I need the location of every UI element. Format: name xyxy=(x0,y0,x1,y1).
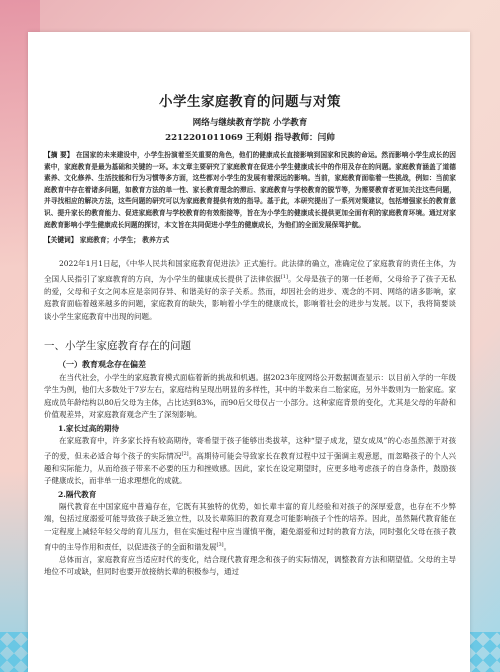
intro-text-rest: 。父母是孩子的第一任老师，父母给予了孩子无私的爱，父母和子女之间本应是亲同存异、和谐美好的亲子关系。然而，却因社会的进步、观念的不同、网络的诸多影响，家庭教育面临着越来越多的问题，家庭教育的缺失，影响着小学生的健康成长，影响着社会的进步与发展。以下，我将简要谈谈小学生家庭教育中出现的问题。 xyxy=(44,274,457,322)
keywords-text: 家庭教育；小学生； 教养方式 xyxy=(79,236,170,245)
citation-ref: [1] xyxy=(280,273,288,280)
subsubsection-heading: 2.隔代教育 xyxy=(58,489,97,499)
citation-ref: [2] xyxy=(181,450,189,457)
keywords xyxy=(44,234,456,244)
section-heading: 一、小学生家庭教育存在的问题 xyxy=(44,339,191,352)
abstract-text: 在国家的未来建设中，小学生扮演着至关重要的角色，他们的健康成长直接影响到国家和民族的命运。然而影响小学生成长的因素中，家庭教育是最为基础和关键的一环。本文章主要研究了家庭教育在促进小学生健康成长中的作用及存在的问题。家庭教育涵盖了道德素养、文化修养、生活技能和行为习惯等多方面，这些都对小学生的发展有着深远的影响。当前，家庭教育面临着一些挑战，例如：当前家庭教育中存在着诸多问题，如教育方法的单一性、家长教育理念的滞后、家庭教育与学校教育的脱节等，为需要教育者更加关注这些问题，并寻找相应的解决方法，这些问题的研究可以为家庭教育提供有效的指导。基于此，本研究提出了一系列对策建议，包括增强家长的教育意识、提升家长的教育能力、促进家庭教育与学校教育的有效衔接等，旨在为小学生的健康成长提供更加全面有利的家庭教育环境。通过对家庭教育影响小学生健康成长问题的探讨，本文旨在共同促进小学生的健康成长，为他们的全面发展保驾护航。 xyxy=(44,151,456,229)
keywords-label: 【关键词】 xyxy=(44,236,78,245)
body-paragraph: 在当代社会，小学生的家庭教育模式面临着新的挑战和机遇。据2023年度网络公开数据调查显示：以目前入学的一年级学生为例，他们大多数处于7岁左右，家庭结构呈现出明显的多样性，其中的半数来自二胎家庭，另外半数则为一胎家庭。家庭成员年龄结构以80后父母为主体，占比达到83%，而90后父母仅占一小部分。这种家庭背景的变化，尤其是父母的年龄和价值观差异，对家庭教育观念产生了深刻影响。 xyxy=(44,372,456,420)
citation-ref: [3] xyxy=(216,541,224,548)
paragraph-text: 隔代教育在中国家庭中普遍存在，它既有其独特的优势，如长辈丰富的育儿经验和对孩子的深厚爱意，也存在不少弊端，包括过度溺爱可能导致孩子缺乏独立性，以及长辈陈旧的教育观念可能影响孩子个性的培养。因此，虽然隔代教育能在一定程度上减轻年轻父母的育儿压力，但在实施过程中应当谨慎平衡，避免溺爱和过时的教育方法，同时强化父母在孩子教育中的主导作用和责任，以促进孩子的全面和谐发展 xyxy=(44,501,456,552)
affiliation: 网络与继续教育学院 小学教育 xyxy=(192,118,308,128)
intro-text: 2022年1月1日起，《中华人民共和国家庭教育促进法》正式施行。此法律的确立，准确定位了家庭教育的责任主体，为全国人民指引了家庭教育的方向，为小学生的健康成长提供了法律依据 xyxy=(44,259,456,284)
body-paragraph xyxy=(44,435,456,488)
body-paragraph xyxy=(44,501,456,554)
abstract xyxy=(44,150,456,231)
abstract-label: 【摘 要】 xyxy=(44,151,74,159)
paper-title: 小学生家庭教育的问题与对策 xyxy=(159,94,341,110)
subsubsection-heading: 1.家长过高的期待 xyxy=(58,424,120,433)
body-paragraph: 总体而言，家庭教育应当适应时代的变化，结合现代教育理念和孩子的实际情况，调整教育方法和期望值。父母的主导地位不可或缺，但同时也要开放接纳长辈的积极参与，通过 xyxy=(44,554,456,577)
author-line: 2212201011069 王利娟 指导教师：闫帅 xyxy=(165,133,335,143)
intro-paragraph xyxy=(44,258,456,323)
paragraph-text-rest: 。 xyxy=(223,542,232,552)
paragraph-text: 在家庭教育中，许多家长持有较高期待，寄希望于孩子能够出类拔萃，这种“望子成龙，望女成凤”的心态虽然源于对孩子的爱，但未必适合每个孩子的实际情况 xyxy=(44,436,456,461)
subsection-heading: （一）教育观念存在偏差 xyxy=(58,359,146,369)
paragraph-text-rest: 。高期待可能会导致家长在教育过程中过于强调主观意愿，而忽略孩子的个人兴趣和实际能力，从而给孩子带来不必要的压力和挫败感。因此，家长在设定期望时，应更多地考虑孩子的自身条件，鼓励孩子健康成长，而非单一追求理想化的成就。 xyxy=(44,451,456,486)
paper-sheet xyxy=(28,32,470,672)
